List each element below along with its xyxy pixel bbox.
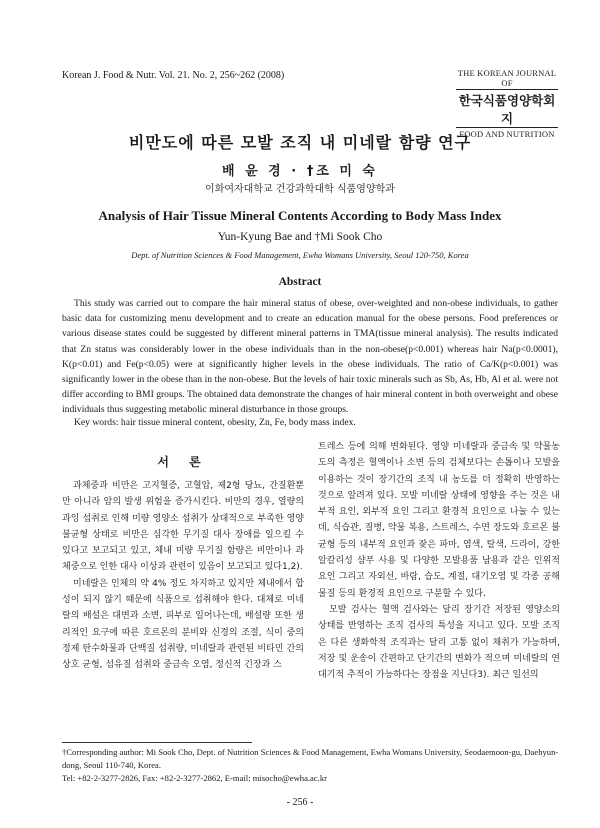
citation: Korean J. Food & Nutr. Vol. 21. No. 2, 256~262 (2008): [62, 70, 285, 81]
corresponding-author: †Corresponding author: Mi Sook Cho, Dept. of Nutrition Sciences & Food Management, Ewha Womans University, Seodaemoon-gu, Daehyun-dong, Seoul 110-740, Korea.: [62, 747, 559, 770]
journal-name-sub: FOOD AND NUTRITION: [456, 127, 558, 139]
right-column: [318, 439, 560, 683]
paragraph: 미네랄은 인체의 약 4% 정도 차지하고 있지만 체내에서 합성이 되지 않기 때문에 식품으로 섭취해야 한다. 대체로 미네랄의 배설은 대변과 소변, 피부로 일어나는데, 배설량 또한 생리적인 요구에 따른 호르몬의 분비와 신경의 조절, 식이 중의 정제 탄수화물과 단백질 섭취량, 미네랄과 관련된 비타민 간의 상호 균형, 섬유질 섭취와 중금속 오염, 정신적 긴장과 스: [62, 578, 304, 671]
keywords: Key words: hair tissue mineral content, obesity, Zn, Fe, body mass index.: [74, 417, 356, 428]
authors-korean: 배 윤 경 · †조 미 숙: [222, 164, 378, 179]
title-korean: 비만도에 따른 모발 조직 내 미네랄 함량 연구: [128, 133, 472, 152]
title-english: Analysis of Hair Tissue Mineral Contents According to Body Mass Index: [98, 208, 502, 223]
abstract-text: This study was carried out to compare the hair mineral status of obese, over-weighted and non-obese individuals, to gather basic data for customizing menu development and to create an education manual for the obese persons. Food preferences or various disease states could be suggested by different mineral patterns in TMA(tissue mineral analysis). The results indicated that Zn status was considerably lower in the obese individuals than in the non-obese(p<0.001) whereas hair Na(p<0.0001), K(p<0.01) and Fe(p<0.05) were at significantly higher levels in the obese individuals. The ratio of Ca/K(p<0.001) was significantly lower in the obese than in the non-obese. But the levels of hair toxic minerals such as Sb, As, Hb, Al et al. were not differ according to BMI groups. The obtained data demonstrate the changes of hair mineral content in both overweight and obese individuals thus suggesting metabolic mineral disturbance in those groups.: [62, 298, 558, 416]
section-heading-introduction: 서 론: [157, 455, 209, 469]
authors-english: Yun-Kyung Bae and †Mi Sook Cho: [217, 231, 383, 243]
journal-name-en: THE KOREAN JOURNAL OF: [457, 68, 557, 88]
abstract-heading: Abstract: [278, 276, 322, 288]
page-number: - 256 -: [286, 797, 314, 808]
paragraph: 과체중과 비만은 고지혈증, 고혈압, 제2형 당뇨, 간질환뿐만 아니라 암의 발생 위험을 증가시킨다. 비만의 경우, 열량의 과잉 섭취로 인해 미량 영양소 섭취가 상대적으로 부족한 영양 불균형 상태로 비만은 심각한 무기질 대사 장애를 일으킬 수 있다고 보고되고 있고, 체내 미량 무기질 함량은 비만이나 과체중으로 인한 대사 이상과 관련이 있음이 보고되고 있다1,2).: [62, 481, 304, 573]
affiliation-korean: 이화여자대학교 건강과학대학 식품영양학과: [205, 184, 395, 195]
footnote: [62, 746, 562, 785]
journal-masthead: [456, 68, 558, 139]
affiliation-english: Dept. of Nutrition Sciences & Food Management, Ewha Womans University, Seoul 120-750, Korea: [131, 250, 469, 260]
footnote-divider: [62, 742, 252, 743]
paragraph: 트레스 등에 의해 변화된다. 영양 미네랄과 중금속 및 약물농도의 측정은 혈액이나 소변 등의 검체보다는 손톱이나 모발을 이용하는 것이 장기간의 조직 내 농도를 더 정확히 반영하는 것으로 알려져 있다. 모발 미네랄 상태에 영향을 주는 것은 내부적 요인, 외부적 요인 그리고 환경적 요인으로 나눌 수 있는데, 식습관, 질병, 약물 복용, 스트레스, 수면 장도와 호르몬 불균형 등의 내부적 요인과 잦은 파마, 염색, 탈색, 드라이, 강한 알칼리성 샴푸 사용 및 다양한 모발용품 남용과 같은 인위적 요인 그리고 자외선, 바람, 습도, 계절, 대기오염 및 각종 공해 물질 등의 환경적 요인으로 구분할 수 있다.: [318, 442, 560, 599]
contact-info: Tel: +82-2-3277-2826, Fax: +82-2-3277-2862, E-mail: misocho@ewha.ac.kr: [62, 773, 327, 783]
left-column: [62, 478, 304, 674]
paragraph: 모발 검사는 혈액 검사와는 달리 장기간 저장된 영양소의 상태를 반영하는 조직 검사의 특성을 지니고 있다. 모발 조직은 다른 생화학적 조직과는 달리 고통 없이 채취가 가능하며, 저장 및 운송이 간편하고 단기간의 변화가 적으며 미네랄의 연대기적 추적이 가능하다는 장점을 지닌다3). 최근 일선의: [318, 604, 560, 681]
journal-name-ko: 한국식품영양학회지: [458, 93, 556, 126]
